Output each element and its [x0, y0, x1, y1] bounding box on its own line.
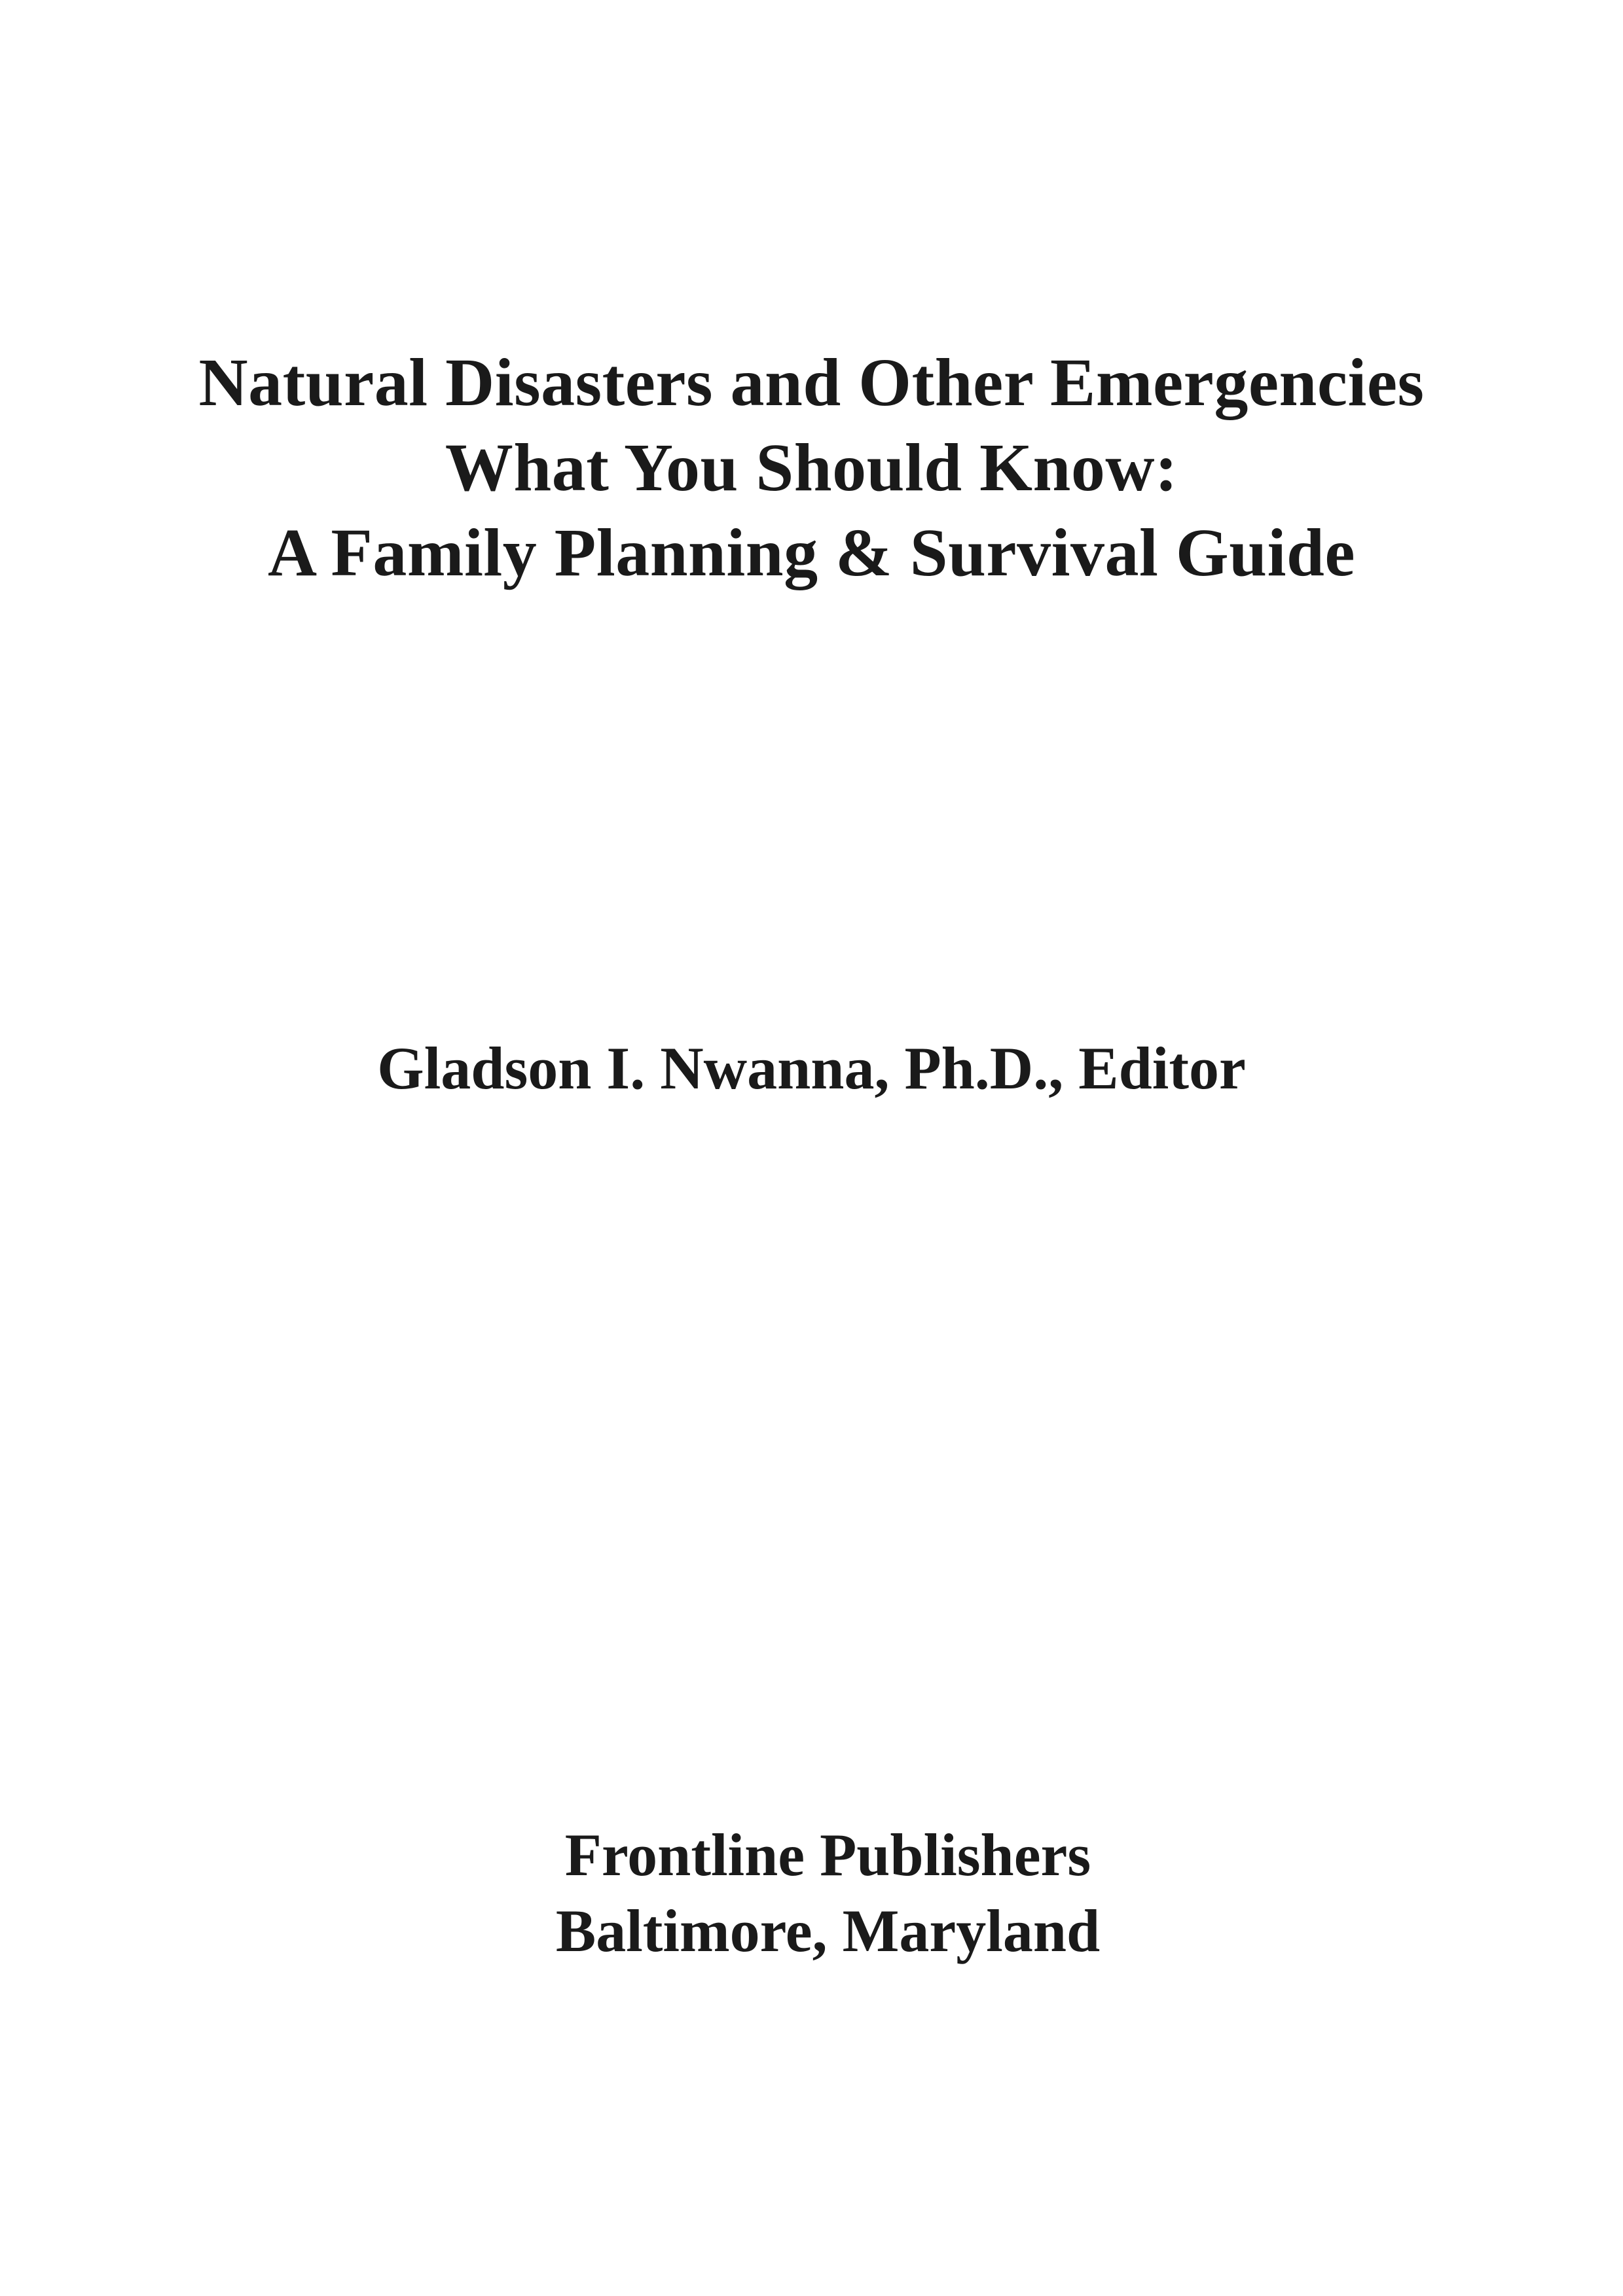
title-line-2: What You Should Know:: [445, 430, 1178, 505]
publisher-location: Baltimore, Maryland: [555, 1897, 1101, 1964]
title-line-3: A Family Planning & Survival Guide: [267, 515, 1356, 590]
title-line-1: Natural Disasters and Other Emergencies: [198, 345, 1425, 420]
editor-name: Gladson I. Nwanna, Ph.D., Editor: [377, 1035, 1246, 1102]
editor-credit: [0, 1029, 1623, 1107]
publisher-name: Frontline Publishers: [564, 1821, 1091, 1888]
publisher-info: [16, 1817, 1623, 1969]
book-title: [0, 340, 1623, 596]
